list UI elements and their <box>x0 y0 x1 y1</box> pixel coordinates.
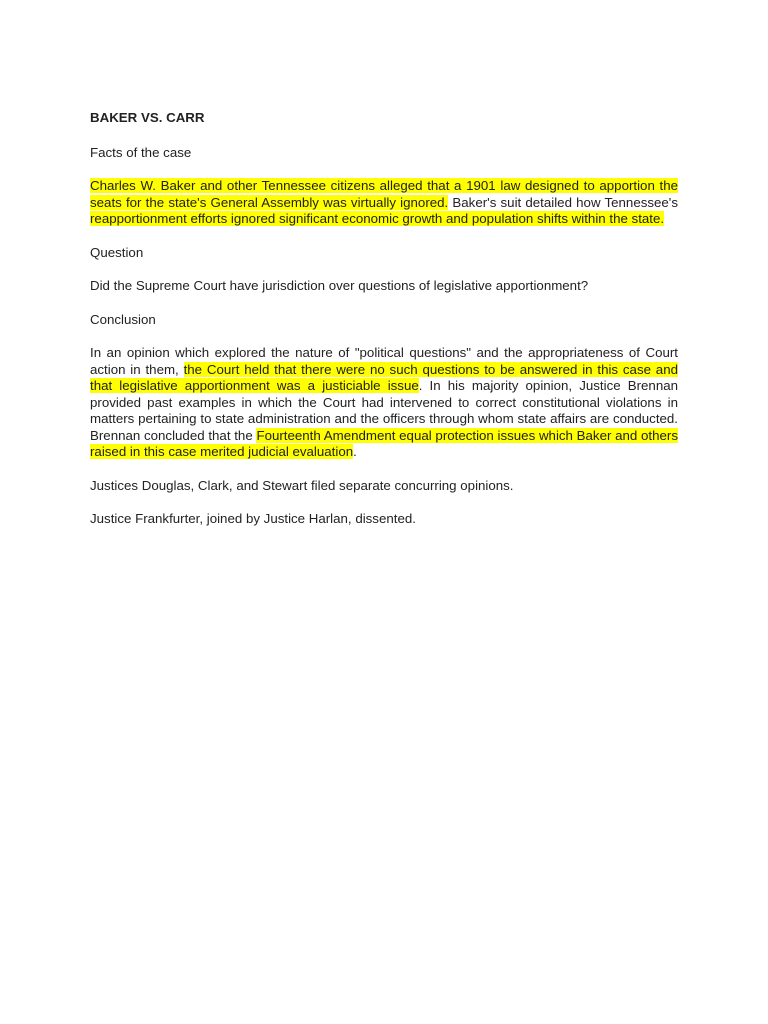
highlighted-text: reapportionment efforts ignored significant economic growth and population shifts within the state <box>90 211 661 226</box>
conclusion-text: In an opinion which explored the nature of "political questions" and the appropriateness of Court action in them, <box>90 345 678 377</box>
question-paragraph: Did the Supreme Court have jurisdiction over questions of legislative apportionment? <box>90 278 589 293</box>
document-body <box>90 110 678 545</box>
facts-text: Baker's suit detailed how Tennessee's <box>448 194 678 210</box>
concurring-paragraph: Justices Douglas, Clark, and Stewart filed separate concurring opinions. <box>90 477 514 493</box>
conclusion-text: . <box>353 444 357 459</box>
facts-paragraph <box>90 178 678 228</box>
conclusion-paragraph <box>90 345 678 461</box>
question-heading: Question <box>90 244 144 260</box>
document-title: BAKER VS. CARR <box>90 110 205 125</box>
facts-heading: Facts of the case <box>90 144 192 160</box>
facts-text: . <box>660 211 665 226</box>
conclusion-text: . In his majority opinion, Justice Brennan provided past examples in which the Court had intervened to correct constitutional violations in matters pertaining to state administration and the officers through whom state affairs are conducted. Brennan concluded that the <box>90 378 679 443</box>
highlighted-text: Charles W. Baker and other Tennessee citizens alleged that a 1901 law designed to apportion the seats for the state's General Assembly was virtually ignored. <box>90 178 678 210</box>
conclusion-heading: Conclusion <box>90 311 156 327</box>
highlighted-text: Fourteenth Amendment equal protection issues which Baker and others raised in this case merited judicial evaluation <box>90 427 678 459</box>
dissent-paragraph: Justice Frankfurter, joined by Justice Harlan, dissented. <box>90 511 416 526</box>
highlighted-text: the Court held that there were no such questions to be answered in this case and that legislative apportionment was a justiciable issue <box>90 361 678 393</box>
